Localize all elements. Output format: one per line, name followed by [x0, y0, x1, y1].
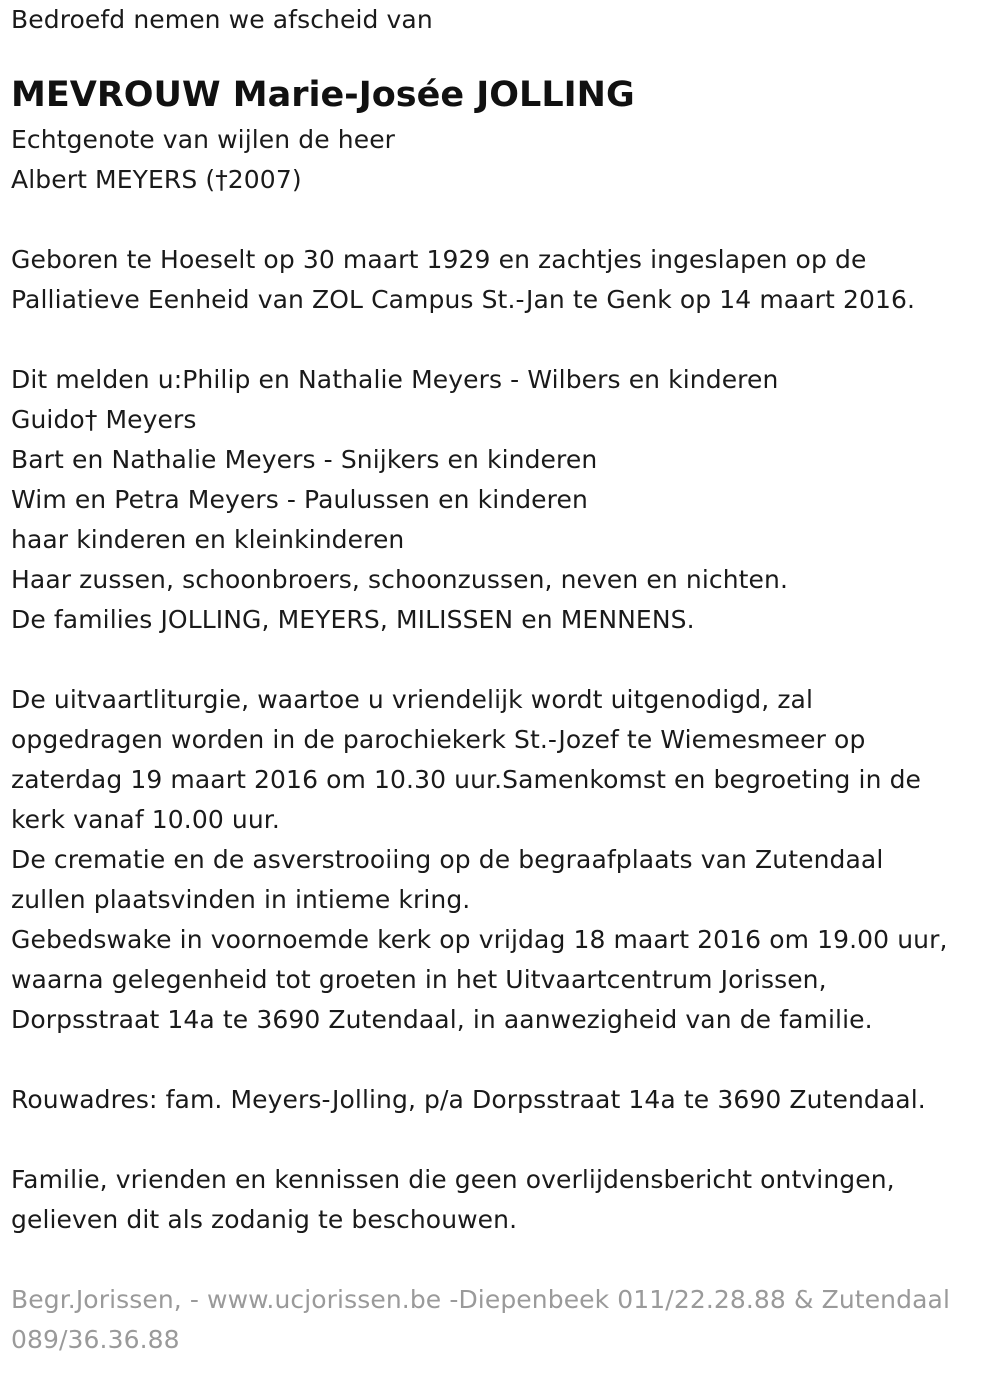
footer-line: Begr.Jorissen, - www.ucjorissen.be -Diepenbeek 011/22.28.88 & Zutendaal [11, 1285, 950, 1314]
footer-line: 089/36.36.88 [11, 1325, 180, 1354]
funeral-section [11, 680, 996, 1040]
family-line: Haar zussen, schoonbroers, schoonzussen, neven en nichten. [11, 565, 789, 594]
funeral-line: De uitvaartliturgie, waartoe u vriendelijk wordt uitgenodigd, zal [11, 685, 814, 714]
funeral-line: zullen plaatsvinden in intieme kring. [11, 885, 471, 914]
spacer [11, 1040, 996, 1080]
funeral-line: kerk vanaf 10.00 uur. [11, 805, 280, 834]
notice-section [11, 1160, 996, 1240]
deceased-name: MEVROUW Marie-Josée JOLLING [11, 75, 635, 115]
mourning-address: Rouwadres: fam. Meyers-Jolling, p/a Dorpsstraat 14a te 3690 Zutendaal. [11, 1085, 926, 1114]
funeral-line: Dorpsstraat 14a te 3690 Zutendaal, in aanwezigheid van de familie. [11, 1005, 873, 1034]
birth-death-section [11, 240, 996, 320]
spacer [11, 200, 996, 240]
family-line: Wim en Petra Meyers - Paulussen en kinderen [11, 485, 588, 514]
funeral-line: Gebedswake in voornoemde kerk op vrijdag 18 maart 2016 om 19.00 uur, [11, 925, 948, 954]
funeral-line: waarna gelegenheid tot groeten in het Uitvaartcentrum Jorissen, [11, 965, 827, 994]
family-line: Bart en Nathalie Meyers - Snijkers en kinderen [11, 445, 598, 474]
family-section [11, 360, 996, 640]
intro-text: Bedroefd nemen we afscheid van [11, 5, 433, 34]
birth-death-line: Geboren te Hoeselt op 30 maart 1929 en zachtjes ingeslapen op de [11, 245, 867, 274]
family-line: Dit melden u:Philip en Nathalie Meyers - Wilbers en kinderen [11, 365, 779, 394]
funeral-line: De crematie en de asverstrooiing op de begraafplaats van Zutendaal [11, 845, 884, 874]
family-line: De families JOLLING, MEYERS, MILISSEN en MENNENS. [11, 605, 695, 634]
notice-line: Familie, vrienden en kennissen die geen overlijdensbericht ontvingen, [11, 1165, 895, 1194]
funeral-line: opgedragen worden in de parochiekerk St.-Jozef te Wiemesmeer op [11, 725, 866, 754]
birth-death-line: Palliatieve Eenheid van ZOL Campus St.-Jan te Genk op 14 maart 2016. [11, 285, 916, 314]
spacer [11, 1240, 996, 1280]
spacer [11, 1120, 996, 1160]
footer-section [11, 1280, 996, 1360]
family-line: haar kinderen en kleinkinderen [11, 525, 405, 554]
notice-line: gelieven dit als zodanig te beschouwen. [11, 1205, 518, 1234]
spouse-line-1: Echtgenote van wijlen de heer [11, 125, 396, 154]
spacer [11, 320, 996, 360]
family-line: Guido† Meyers [11, 405, 197, 434]
spacer [11, 40, 996, 70]
funeral-line: zaterdag 19 maart 2016 om 10.30 uur.Samenkomst en begroeting in de [11, 765, 922, 794]
death-notice [11, 0, 996, 1360]
spacer [11, 640, 996, 680]
spouse-line-2: Albert MEYERS (†2007) [11, 165, 302, 194]
